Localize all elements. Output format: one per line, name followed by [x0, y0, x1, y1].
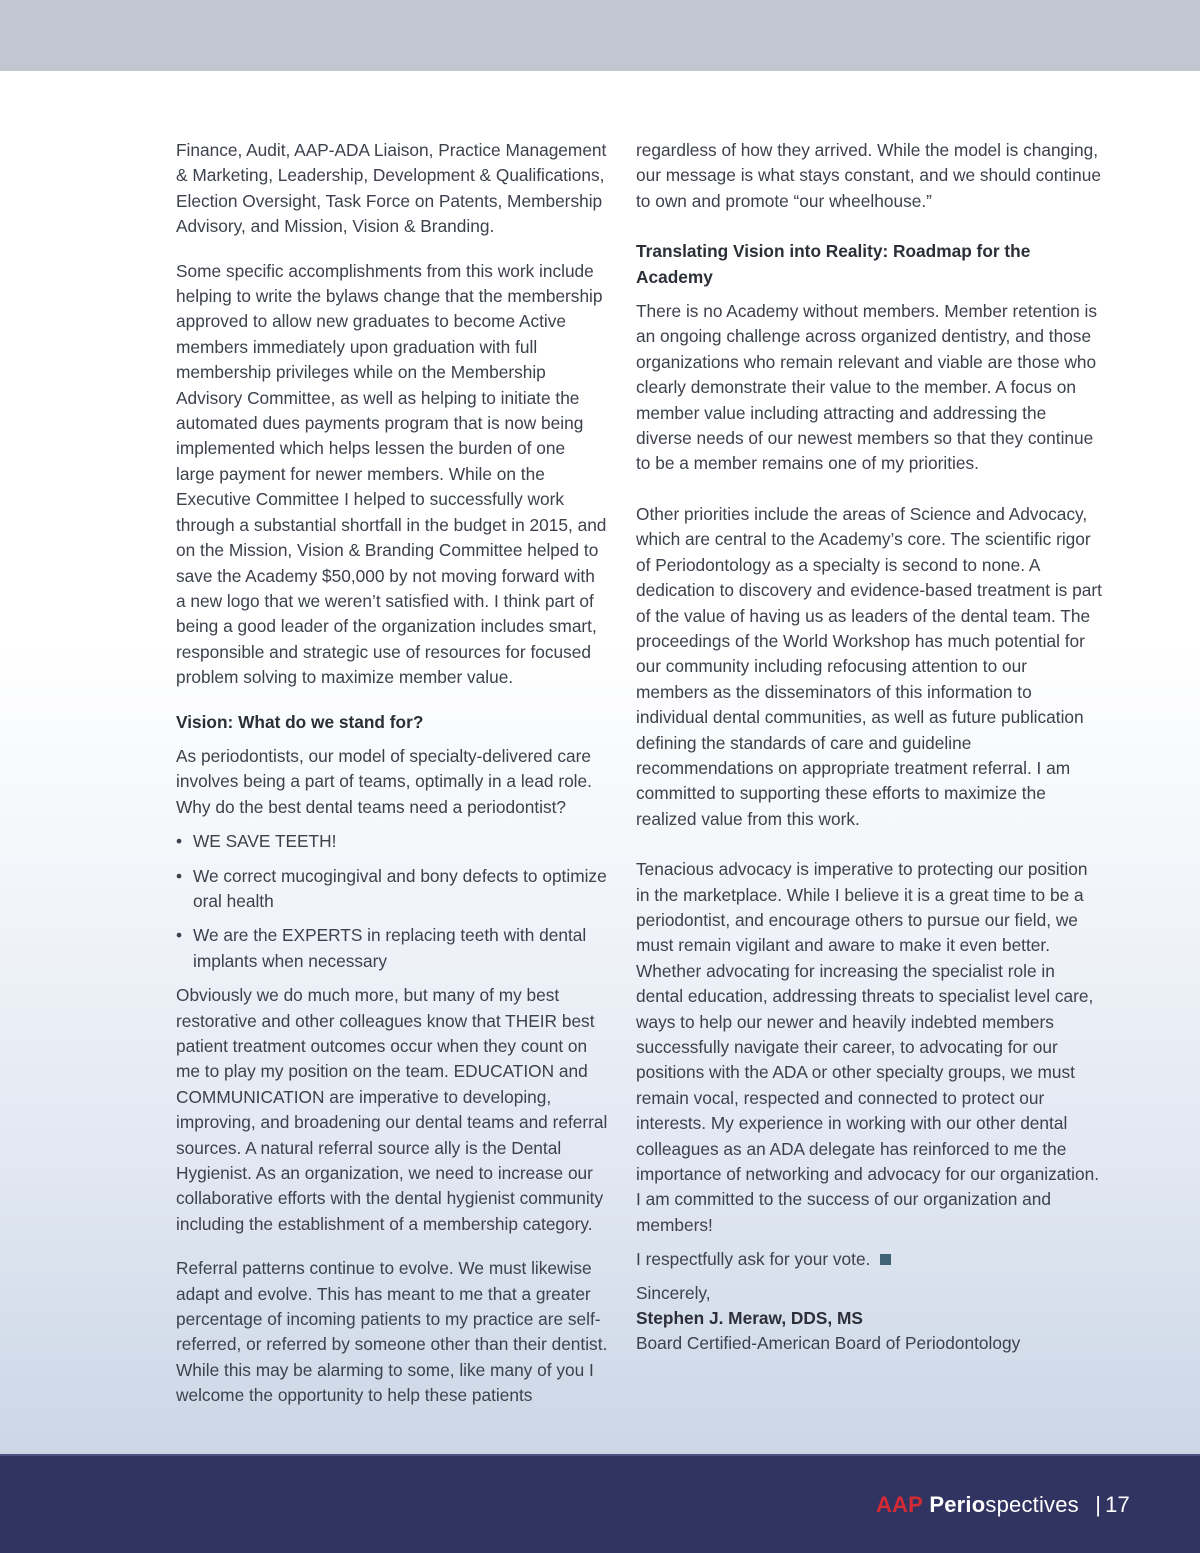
- page-number: 17: [1105, 1492, 1130, 1517]
- right-column: [636, 138, 1102, 1357]
- brand-perio: Perio: [929, 1492, 986, 1517]
- left-paragraph-committees: Finance, Audit, AAP-ADA Liaison, Practice Management & Marketing, Leadership, Development & Qualifications, Election Oversight, Task Force on Patents, Membership Advisory, and Mission, Vision & Branding.: [176, 140, 607, 237]
- bullet-text: WE SAVE TEETH!: [193, 831, 337, 852]
- left-paragraph-accomplishments: Some specific accomplishments from this work include helping to write the bylaws change that the membership approved to allow new graduates to become Active members immediately upon graduation with full membership privileges while on the Membership Advisory Committee, as well as helping to initiate the automated dues payments program that is now being implemented which helps lessen the burden of one large payment for newer members. While on the Executive Committee I helped to successfully work through a substantial shortfall in the budget in 2015, and on the Mission, Vision & Branding Committee helped to save the Academy $50,000 by not moving forward with a new logo that we weren’t satisfied with. I think part of being a good leader of the organization includes smart, responsible and strategic use of resources for focused problem solving to maximize member value.: [176, 260, 607, 688]
- signature-title: Board Certified-American Board of Periodontology: [636, 1333, 1021, 1354]
- vote-text: I respectfully ask for your vote.: [636, 1249, 871, 1270]
- left-column: [176, 138, 608, 1409]
- end-mark-icon: [880, 1254, 891, 1265]
- footer-band: [0, 1454, 1200, 1553]
- footer-brand: [876, 1492, 1130, 1518]
- right-paragraph-members: There is no Academy without members. Member retention is an ongoing challenge across organized dentistry, and those organizations who remain relevant and viable are those who clearly demonstrate their value to the member. A focus on member value including attracting and addressing the diverse needs of our newest members so that they continue to be a member remains one of my priorities.: [636, 301, 1098, 474]
- right-paragraph-advocacy: Tenacious advocacy is imperative to protecting our position in the marketplace. While I believe it is a great time to be a periodontist, and encourage others to pursue our field, we must remain vigilant and aware to make it even better. Whether advocating for increasing the specialist role in dental education, addressing threats to specialist level care, ways to help our newer and heavily indebted members successfully navigate their career, to advocating for our positions with the ADA or other specialty groups, we must remain vocal, respected and connected to protect our interests. My experience in working with our other dental colleagues as an ADA delegate has reinforced to me the importance of networking and advocacy for our organization. I am committed to the success of our organization and members!: [636, 859, 1100, 1235]
- brand-spectives: spectives: [985, 1492, 1079, 1517]
- bullet-icon: •: [176, 831, 183, 852]
- list-item: [176, 864, 608, 915]
- vision-heading: Vision: What do we stand for?: [176, 711, 424, 732]
- top-header-band: [0, 0, 1200, 71]
- bullet-icon: •: [176, 925, 183, 946]
- vote-request: [636, 1247, 1102, 1272]
- brand-aap: AAP: [875, 1492, 924, 1517]
- roadmap-heading: Translating Vision into Reality: Roadmap for the Academy: [636, 241, 1031, 287]
- footer-separator: |: [1095, 1492, 1102, 1517]
- bullet-text: We correct mucogingival and bony defects to optimize oral health: [193, 865, 607, 911]
- bullet-icon: •: [176, 865, 183, 886]
- closing: Sincerely,: [636, 1282, 711, 1303]
- bullet-list: [176, 829, 608, 974]
- list-item: [176, 923, 608, 974]
- right-paragraph-message: regardless of how they arrived. While the model is changing, our message is what stays constant, and we should continue to own and promote “our wheelhouse.”: [636, 140, 1101, 211]
- left-paragraph-education: Obviously we do much more, but many of my best restorative and other colleagues know that THEIR best patient treatment outcomes occur when they count on me to play my position on the team. EDUCATION and COMMUNICATION are imperative to developing, improving, and broadening our dental teams and referral sources. A natural referral source ally is the Dental Hygienist. As an organization, we need to increase our collaborative efforts with the dental hygienist community including the establishment of a membership category.: [176, 985, 608, 1234]
- left-paragraph-periodontists: As periodontists, our model of specialty-delivered care involves being a part of teams, optimally in a lead role. Why do the best dental teams need a periodontist?: [176, 745, 592, 817]
- left-paragraph-referral: Referral patterns continue to evolve. We must likewise adapt and evolve. This has meant to me that a greater percentage of incoming patients to my practice are self-referred, or referred by someone other than their dentist. While this may be alarming to some, like many of you I welcome the opportunity to help these patients: [176, 1258, 608, 1406]
- signature-name: Stephen J. Meraw, DDS, MS: [636, 1308, 863, 1329]
- right-paragraph-science: Other priorities include the areas of Science and Advocacy, which are central to the Academy’s core. The scientific rigor of Periodontology as a specialty is second to none. A dedication to discovery and evidence-based treatment is part of the value of having us as leaders of the dental team. The proceedings of the World Workshop has much potential for our community including refocusing attention to our members as the disseminators of this information to individual dental communities, as well as future publication defining the standards of care and guideline recommendations on appropriate treatment referral. I am committed to supporting these efforts to maximize the realized value from this work.: [636, 503, 1102, 829]
- bullet-text: We are the EXPERTS in replacing teeth with dental implants when necessary: [193, 925, 587, 971]
- list-item: [176, 829, 608, 854]
